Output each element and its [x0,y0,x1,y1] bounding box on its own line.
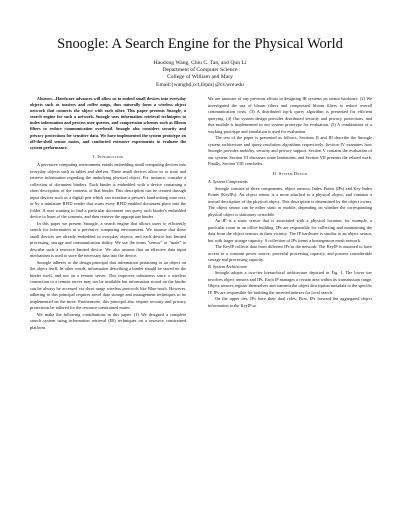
section-heading-introduction: I. Introduction [92,153,124,159]
author-block [0,60,400,89]
subsection-heading-architecture: B. System Architecture [208,263,248,269]
intro-paragraph: We make the following contributions in this paper. (1) We designed a complete search system using information retrieval (IR) techniques on a resource constrained platform. [30,311,186,330]
intro-paragraph: In this paper we present Snoogle, a search engine that allows users to efficiently search for information in a pervasive computing environment. We assume that these small devices are already embedded in everyday objects, and each device has limited processing, storage and communication ability. We use the terms "sensor" or "mote" to describe such a resource limited device. We also assume that an effective data input mechanism is used to store the necessary data into the device. [30,220,186,259]
author-college: College of William and Mary [167,74,233,81]
section-heading-system-design: II. System Design [272,170,308,176]
abstract [30,96,186,151]
architecture-paragraph: On the upper tier, IPs have their dual roles. First, IPs forward the aggregated object information to the KeyIP so [208,296,372,308]
intro-paragraph: Snoogle adheres to the design principal that information pertaining to an object on the object itself. In other words, information describing a binder should be stored on the binder itself, and not on a remote server. This improves robustness since a wireless connection to a remote server may not be available but information stored on the binder can be always be accessed via short range wireless protocols like Blue-tooth. However, adhering to this principal requires novel data storage and management techniques to be implemented on the mote. Furthermore, this principal also require security and privacy protections be tailored for the resource constrained motes. [30,259,186,311]
abstract-text: —Hardware advances will allow us to embed small devices into everyday objects such as toasters and coffee mugs, thus naturally form a wireless object network that connects the object with each other. This paper presents Snoogle, a search engine for such a network. Snoogle uses information retrieval techniques to index information and process user queries, and compression schemes such as Bloom filters to reduce communication overhead. Snoogle also considers security and privacy protections for sensitive data. We have implemented the system prototype on off-the-shelf sensor motes, and conducted extensive experiments to evaluate the system performance. [30,96,186,150]
intro-paragraph: A pervasive computing environment entails embedding small computing devices into everyday objects such as tables and shelves. These small devices allow us to store and retrieve information regarding the underlying physical object. For instance, consider a collection of document binders. Each binder is embedded with a device containing a short description of the contents of that binder. This description can be created through input devices such as a digital pen which can translate a person's handwriting onto text, or by a miniature RFID reader that scans every RFID enabled document place into the folder. A user wanting to find a particular document can query each binder's embedded device to learn of the contents, and then retrieve the appropriate binder. [30,162,186,220]
author-department: Department of Computer Science [162,67,238,74]
author-email: Email:{wanghd,cct,liqun}@cs.wm.edu [156,81,244,88]
abstract-label: Abstract [37,96,52,101]
architecture-paragraph: Snoogle adopts a two-tier hierarchical architecture depicted in Fig. 1. The lower tier involves object sensors and IPs. Each IP manages a certain area within its transmission range. Object sensors register themselves and transmit the object description metadata to the specific IP. IPs are responsible for building the inverted indexes for local search. [208,270,372,295]
left-column [30,96,186,331]
intro-paragraph: We are unaware of any previous efforts in designing IR systems on sensor hardware. (2) We investigated the use of bloom filters and compressed bloom filters to reduce overall communication costs. (3) A distributed top-k query algorithm is presented for efficient querying. (4) Our system design provides distributed security and privacy protections, and this module is implemented in our system prototype for evaluation. (5) A combination of a working prototype and simulation is used for evaluation. [208,96,372,134]
components-paragraph: An IP is a static sensor that is associated with a physical location, for example, a particular room in an office building. IPs are responsible for collecting and maintaining the data from the object sensors in their vicinity. The IP hardware is similar to an object sensor, but with larger storage capacity. A collection of IPs forms a homogenous mesh network. [208,218,372,243]
author-names: Haodong Wang, Chiu C. Tan, and Qun Li [153,60,247,66]
subsection-heading-components: A. System Components [208,179,248,184]
components-paragraph: Snoogle consists of three components: object sensors, Index Points (IPs) and Key Index Points (KeyIPs). An object sensor is a mote attached to a physical object, and contains a textual description of the physical object. This description is determined by the object owner. The object sensor can be either static or mobile, depending on whether the corresponding physical object is stationary or mobile. [208,185,372,217]
components-paragraph: The KeyIP collects data from different IPs in the network. The KeyIP is assumed to have access to a constant power source, powerful processing capacity, and possess considerable storage and processing capacity. [208,244,372,262]
intro-paragraph: The rest of the paper is presented as follows. Sections II and III describe the Snoogle system architecture and query resolution algorithms respectively. Section IV examines how Snoogle provides mobility, security and privacy support. Section V contains the evaluation of our system. Section VI discusses some limitations, and Section VII presents the related work. Finally, Section VIII concludes. [208,135,372,166]
right-column [208,96,372,309]
paper-title: Snoogle: A Search Engine for the Physical World [57,36,343,52]
